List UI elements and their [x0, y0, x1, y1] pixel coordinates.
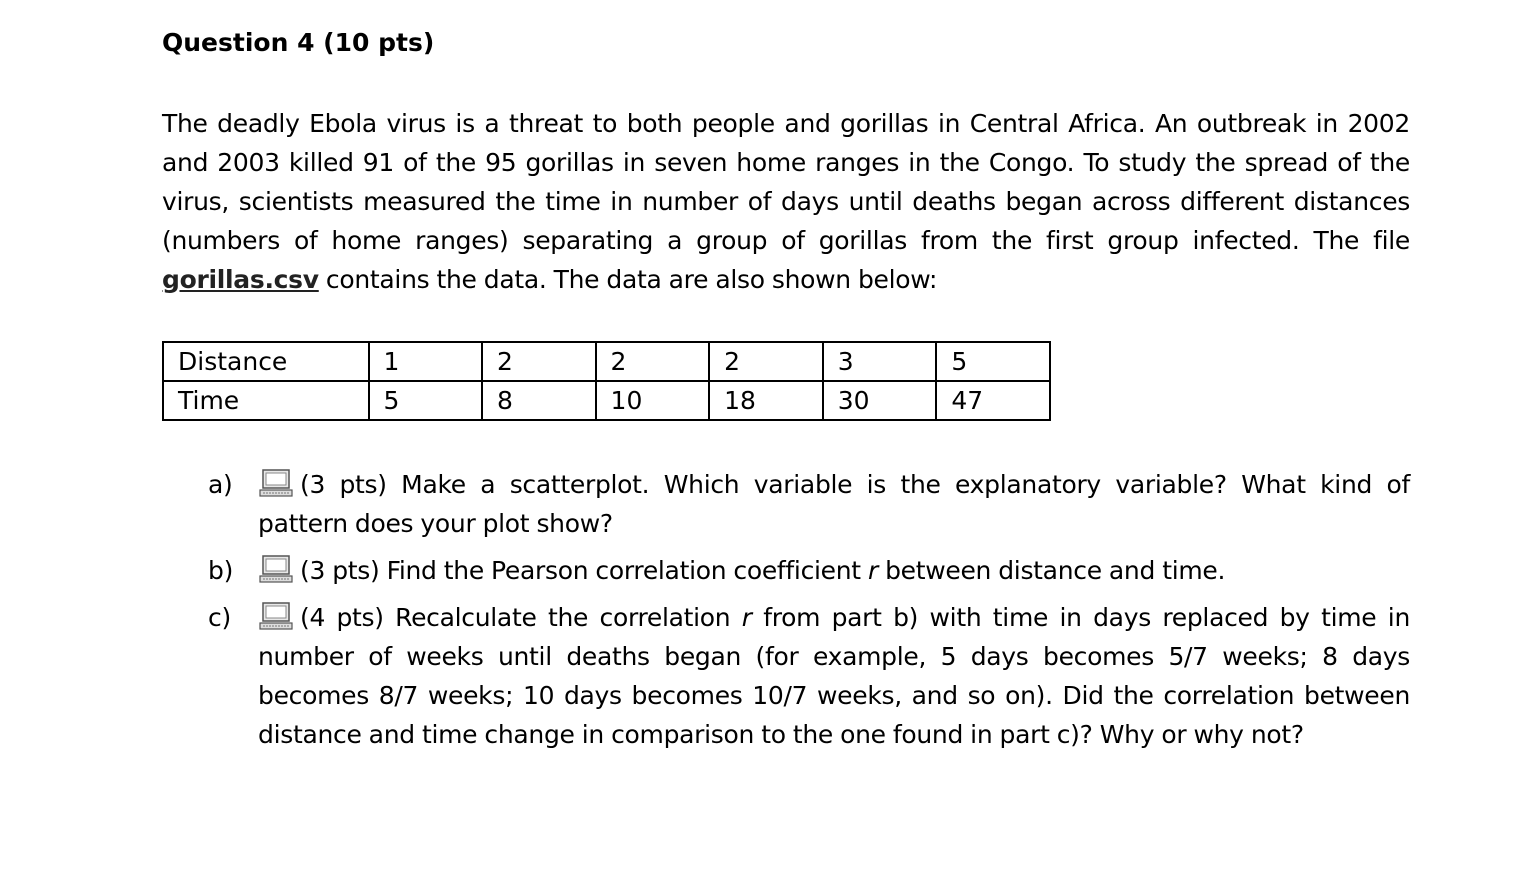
table-cell: 47 — [936, 381, 1050, 420]
table-cell: 5 — [369, 381, 483, 420]
intro-paragraph — [162, 104, 1410, 299]
computer-icon — [258, 469, 294, 497]
table-cell: 2 — [709, 342, 823, 381]
part-c-text-before: (4 pts) Recalculate the correlation — [300, 603, 742, 632]
part-a-label: a) — [208, 470, 233, 499]
table-row-distance — [163, 342, 1050, 381]
intro-text-part1: The deadly Ebola virus is a threat to both people and gorillas in Central Africa. An outbreak in 2002 and 2003 killed 91 of the 95 gorillas in seven home ranges in the Congo. To study the spread of the virus, scientists measured the time in number of days until deaths began across different distances (numbers of home ranges) separating a group of gorillas from the first group infected. The file — [162, 109, 1410, 255]
gorillas-csv-link[interactable]: gorillas.csv — [162, 265, 319, 294]
row-header-distance: Distance — [163, 342, 369, 381]
computer-icon — [258, 555, 294, 583]
table-cell: 3 — [823, 342, 937, 381]
variable-r: r — [867, 556, 878, 585]
part-b-text-after: between distance and time. — [877, 556, 1226, 585]
part-b-text-before: (3 pts) Find the Pearson correlation coefficient — [300, 556, 868, 585]
part-c-label: c) — [208, 603, 231, 632]
table-cell: 1 — [369, 342, 483, 381]
document-page — [162, 24, 1410, 762]
table-cell: 30 — [823, 381, 937, 420]
part-c — [162, 598, 1410, 754]
variable-r: r — [741, 603, 752, 632]
computer-icon — [258, 602, 294, 630]
part-a — [162, 465, 1410, 543]
table-row-time — [163, 381, 1050, 420]
table-cell: 2 — [596, 342, 710, 381]
table-cell: 18 — [709, 381, 823, 420]
row-header-time: Time — [163, 381, 369, 420]
part-b-label: b) — [208, 556, 234, 585]
table-cell: 2 — [482, 342, 596, 381]
intro-text-part2: contains the data. The data are also shown below: — [318, 265, 938, 294]
question-parts — [162, 465, 1410, 754]
table-cell: 8 — [482, 381, 596, 420]
part-c-text-after: from part b) with time in days replaced by time in number of weeks until deaths began (for example, 5 days becomes 5/7 weeks; 8 days becomes 8/7 weeks; 10 days becomes 10/7 weeks, and so on). Did the correlation between distance and time change in comparison to the one found in part c)? Why or why not? — [258, 603, 1410, 749]
part-a-text: (3 pts) Make a scatterplot. Which variable is the explanatory variable? What kind of pattern does your plot show? — [258, 470, 1410, 538]
table-cell: 5 — [936, 342, 1050, 381]
table-cell: 10 — [596, 381, 710, 420]
data-table — [162, 341, 1051, 421]
question-title: Question 4 (10 pts) — [162, 28, 435, 57]
part-b — [162, 551, 1410, 590]
